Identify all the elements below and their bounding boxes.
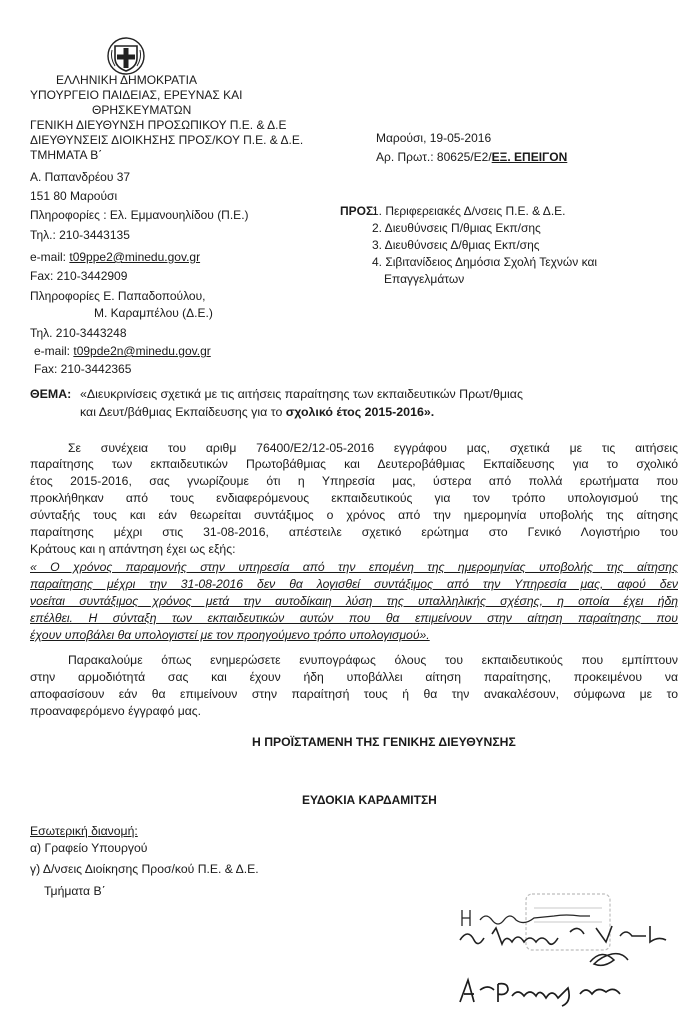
distribution-item: Τμήματα Β΄ bbox=[44, 884, 106, 898]
paragraph-2-line: αποφασίσουν εάν θα επιμείνουν στην παραίτησή τους ή θα την ανακαλέσουν, σύμφωνα με το bbox=[30, 687, 678, 701]
quote-line: « Ο χρόνος παραμονής στην υπηρεσία από την επομένη της ημερομηνίας υποβολής της αίτησης bbox=[30, 560, 678, 574]
distribution-item: γ) Δ/νσεις Διοίκησης Προσ/κού Π.Ε. & Δ.Ε. bbox=[30, 862, 259, 876]
recipient-item-cont: Επαγγελμάτων bbox=[384, 272, 465, 286]
contact-info-1: Πληροφορίες : Ελ. Εμμανουηλίδου (Π.Ε.) bbox=[30, 208, 249, 222]
recipients-label: ΠΡΟΣ: bbox=[340, 204, 378, 218]
address-city: 151 80 Μαρούσι bbox=[30, 189, 118, 203]
quote-line: έχουν υποβάλει θα υπολογιστεί με τον προηγούμενο τρόπο υπολογισμού». bbox=[30, 628, 430, 642]
quote-line: παραίτησης μέχρι την 31-08-2016 δεν θα λογισθεί συντάξιμος από την Υπηρεσία μας, αφού δεν bbox=[30, 577, 678, 591]
paragraph-1-line: έτος 2015-2016, σας γνωρίζουμε ότι η Υπηρεσία μας, ύστερα από πολλά ερωτήματα που bbox=[30, 474, 678, 488]
email-2-link[interactable]: t09pde2n@minedu.gov.gr bbox=[73, 344, 211, 358]
distribution-item: α) Γραφείο Υπουργού bbox=[30, 841, 148, 855]
subject-line-2 bbox=[80, 405, 434, 419]
paragraph-1-line: παραίτησης μέχρι στις 31-08-2016, απέστειλε σχετικό ερώτημα στο Γενικό Λογιστήριο του bbox=[30, 525, 678, 539]
signatory-name: ΕΥΔΟΚΙΑ ΚΑΡΔΑΜΙΤΣΗ bbox=[302, 793, 437, 807]
subject-label: ΘΕΜΑ: bbox=[30, 387, 72, 401]
phone-2: Τηλ. 210-3443248 bbox=[30, 326, 127, 340]
paragraph-1-line: Κράτους και η απάντηση έχει ως εξής: bbox=[30, 542, 236, 556]
paragraph-2-line: στην αρμοδιότητά σας και έχουν ήδη υποβάλλει αίτηση παραίτησης, προκειμένου να bbox=[30, 670, 678, 684]
subject-line-2-text: και Δευτ/βάθμιας Εκπαίδευσης για το bbox=[80, 405, 286, 419]
protocol-number: Αρ. Πρωτ.: 80625/Ε2/ bbox=[376, 150, 492, 164]
date-line: Μαρούσι, 19-05-2016 bbox=[376, 131, 492, 145]
contact-info-2-cont: Μ. Καραμπέλου (Δ.Ε.) bbox=[94, 306, 213, 320]
email-2-label: e-mail: bbox=[34, 344, 71, 358]
address-street: Α. Παπανδρέου 37 bbox=[30, 170, 131, 184]
urgent-badge: ΕΞ. ΕΠΕΙΓΟΝ bbox=[491, 150, 568, 164]
recipient-item: 3. Διευθύνσεις Δ/θμιας Εκπ/σης bbox=[372, 238, 540, 252]
header-line-departments: ΤΜΗΜΑΤΑ Β΄ bbox=[30, 148, 103, 162]
recipient-item: 1. Περιφερειακές Δ/νσεις Π.Ε. & Δ.Ε. bbox=[372, 204, 566, 218]
header-line-ministry-cont: ΘΡΗΣΚΕΥΜΑΤΩΝ bbox=[92, 103, 192, 117]
email-1-row bbox=[30, 250, 200, 264]
email-1-link[interactable]: t09ppe2@minedu.gov.gr bbox=[69, 250, 201, 264]
protocol-line bbox=[376, 150, 567, 164]
recipient-item: 4. Σιβιτανίδειος Δημόσια Σχολή Τεχνών και bbox=[372, 255, 598, 269]
header-line-ministry: ΥΠΟΥΡΓΕΙΟ ΠΑΙΔΕΙΑΣ, ΕΡΕΥΝΑΣ ΚΑΙ bbox=[30, 88, 243, 102]
header-line-general-directorate: ΓΕΝΙΚΗ ΔΙΕΥΘΥΝΣΗ ΠΡΟΣΩΠΙΚΟΥ Π.Ε. & Δ.Ε bbox=[30, 118, 287, 132]
contact-info-2: Πληροφορίες Ε. Παπαδοπούλου, bbox=[30, 289, 206, 303]
subject-line-2-end: ». bbox=[423, 405, 435, 419]
paragraph-2-line: προαναφερόμενο έγγραφό μας. bbox=[30, 704, 202, 718]
email-1-label: e-mail: bbox=[30, 250, 67, 264]
paragraph-1-line: προκλήθηκαν από τους ενδιαφερόμενους εκπαιδευτικούς για τον τρόπο υπολογισμού της bbox=[30, 491, 678, 505]
quote-line: επέλθει. Η σύνταξη των εκπαιδευτικών αυτών που θα επιμείνουν στην αίτηση παραίτησης που bbox=[30, 611, 678, 625]
handwritten-signature bbox=[440, 880, 690, 1020]
signatory-title: Η ΠΡΟΪΣΤΑΜΕΝΗ ΤΗΣ ΓΕΝΙΚΗΣ ΔΙΕΥΘΥΝΣΗΣ bbox=[252, 735, 516, 749]
recipient-item: 2. Διευθύνσεις Π/θμιας Εκπ/σης bbox=[372, 221, 541, 235]
paragraph-1-line: παραίτησης των εκπαιδευτικών Πρωτοβάθμιας και Δευτεροβάθμιας Εκπαίδευσης για το σχολικό bbox=[30, 457, 678, 471]
coat-of-arms-seal bbox=[106, 36, 146, 76]
fax-2: Fax: 210-3442365 bbox=[34, 362, 132, 376]
distribution-title: Εσωτερική διανομή: bbox=[30, 824, 138, 838]
subject-line-1: «Διευκρινίσεις σχετικά με τις αιτήσεις παραίτησης των εκπαιδευτικών Πρωτ/θμιας bbox=[80, 387, 523, 401]
phone-1: Τηλ.: 210-3443135 bbox=[30, 228, 130, 242]
subject-school-year: σχολικό έτος 2015-2016 bbox=[285, 405, 424, 419]
fax-1: Fax: 210-3442909 bbox=[30, 269, 128, 283]
header-line-directorates: ΔΙΕΥΘΥΝΣΕΙΣ ΔΙΟΙΚΗΣΗΣ ΠΡΟΣ/ΚΟΥ Π.Ε. & Δ.Ε. bbox=[30, 133, 304, 147]
paragraph-1-line: Σε συνέχεια του αριθμ 76400/Ε2/12-05-2016 εγγράφου μας, σχετικά με τις αιτήσεις bbox=[68, 441, 678, 455]
paragraph-2-line: Παρακαλούμε όπως ενημερώσετε ενυπογράφως όλους του εκπαιδευτικούς που εμπίπτουν bbox=[68, 653, 678, 667]
header-line-republic: ΕΛΛΗΝΙΚΗ ΔΗΜΟΚΡΑΤΙΑ bbox=[56, 73, 197, 87]
paragraph-1-line: σύνταξής τους και εάν θεωρείται συντάξιμος ο χρόνος από την ημερομηνία υποβολής της αίτησης bbox=[30, 508, 678, 522]
email-2-row bbox=[34, 344, 211, 358]
quote-line: νοείται συντάξιμος χρόνος μετά την αυτοδίκαιη λύση της υπαλληλικής σχέσης, η οποία έχει ήδη bbox=[30, 594, 678, 608]
